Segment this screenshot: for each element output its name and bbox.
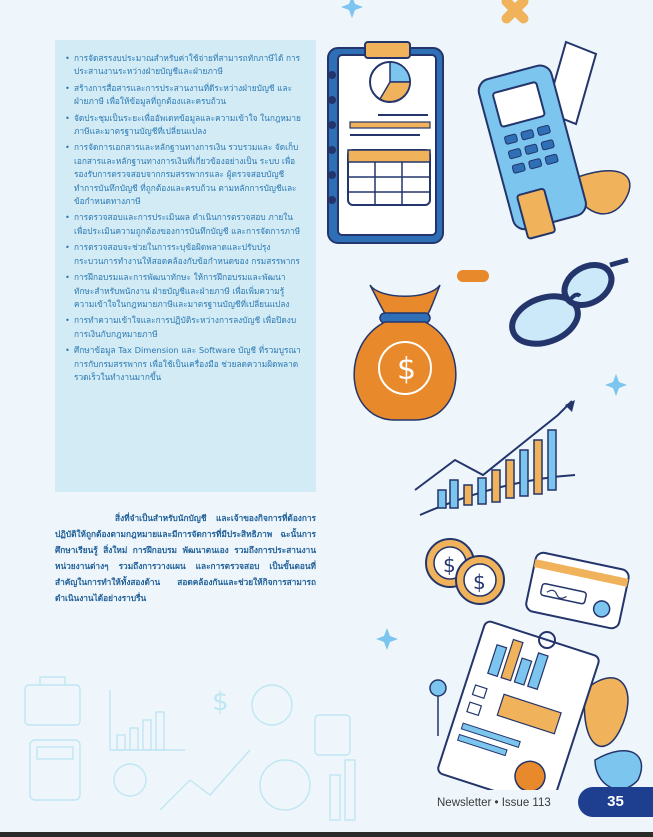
list-item: • จัดประชุมเป็นระยะเพื่ออัพเดทข้อมูลและความเข้าใจ ในกฎหมายภาษีและมาตรฐานบัญชีที่เปลี่ยนแปลง bbox=[65, 112, 306, 139]
list-item: • การทำความเข้าใจและการปฏิบัติระหว่างการลงบัญชี เพื่อปิดงบการเงินกับกฎหมายภาษี bbox=[65, 314, 306, 341]
list-item: • การตรวจสอบจะช่วยในการระบุข้อผิดพลาดและปรับปรุง กระบวนการทำงานให้สอดคล้องกับข้อกำหนดของ กรมสรรพากร bbox=[65, 241, 306, 268]
svg-text:$: $ bbox=[397, 352, 417, 387]
list-item: • ศึกษาข้อมูล Tax Dimension และ Software บัญชี ที่รวมบูรณาการกับกรมสรรพากร เพื่อใช้เป็นเครื่องมือ ช่วยลดความผิดพลาด รวดเร็วในทำงานมากขึ้น bbox=[65, 344, 306, 384]
lightbulb-outline-icon bbox=[114, 764, 146, 796]
growth-chart-icon bbox=[415, 400, 575, 515]
flower-icon bbox=[430, 680, 446, 736]
sparkle-icon bbox=[341, 0, 363, 18]
sparkle-icon bbox=[376, 628, 398, 650]
credit-card-icon bbox=[525, 551, 630, 629]
bottom-strip bbox=[0, 832, 653, 837]
list-item: • การตรวจสอบและการประเมินผล ดำเนินการตรวจสอบ ภายในเพื่อประเมินความถูกต้องของการบันทึกบัญชี และการจัดการภาษี bbox=[65, 211, 306, 238]
finance-illustration bbox=[320, 0, 653, 790]
page-number: 35 bbox=[607, 793, 624, 810]
svg-text:$: $ bbox=[443, 553, 456, 577]
report-clipboard-icon bbox=[430, 620, 641, 790]
trend-outline-icon bbox=[160, 750, 250, 810]
tips-list bbox=[65, 52, 306, 384]
x-mark-icon bbox=[499, 0, 530, 26]
sparkle-icon bbox=[605, 374, 627, 396]
footer-label: Newsletter • Issue 113 bbox=[437, 797, 551, 809]
coins-icon bbox=[426, 539, 504, 604]
svg-text:$: $ bbox=[212, 687, 229, 717]
list-item: • การฝึกอบรมและการพัฒนาทักษะ ให้การฝึกอบรมและพัฒนา ทักษะสำหรับพนักงาน ฝ่ายบัญชีและฝ่ายภาษี เพื่อเพิ่มความรู้ ความเข้าใจในกฎหมายภาษีและมาตรฐานบัญชีที่เปลี่ยนแปลง bbox=[65, 271, 306, 311]
list-item: • การจัดการเอกสารและหลักฐานทางการเงิน รวบรวมและ จัดเก็บเอกสารและหลักฐานทางการเงินที่เกี่ยวข้องอย่างเป็น ระบบ เพื่อรองรับการตรวจสอบจากกรมสรรพากรและ ผู้ตรวจสอบบัญชี ทำการบันทึกบัญชี ที่ถูกต้องและครบถ้วน ตามหลักการบัญชีและข้อกำหนดทางภาษี bbox=[65, 141, 306, 208]
list-item: • สร้างการสื่อสารและการประสานงานที่ดีระหว่างฝ่ายบัญชี และฝ่ายภาษี เพื่อให้ข้อมูลที่ถูกต้องและครบถ้วน bbox=[65, 82, 306, 109]
tips-box bbox=[55, 40, 316, 492]
eyeglasses-icon bbox=[457, 257, 628, 352]
coin-outline-icon bbox=[252, 685, 292, 725]
card-terminal-icon bbox=[476, 42, 630, 239]
clipboard-icon bbox=[328, 42, 443, 243]
closing-paragraph: สิ่งที่จำเป็นสำหรับนักบัญชี และเจ้าของกิจการที่ต้องการปฏิบัติให้ถูกต้องตามกฎหมายและมีการจัดการที่มีประสิทธิภาพ ฉะนั้นการศึกษาเรียนรู้ สิ่งใหม่ การฝึกอบรม พัฒนาตนเอง รวมถึงการประสานงานหน่วยงานต่างๆ รวมถึงการวางแผน และการตรวจสอบ เป็นขั้นตอนที่สำคัญในการทำให้ทั้งสองด้าน สอดคล้องกันและช่วยให้กิจการสามารถดำเนินงานได้อย่างราบรื่น bbox=[55, 513, 316, 603]
percent-chart-outline-icon bbox=[260, 760, 310, 810]
list-item: • การจัดสรรงบประมาณสำหรับค่าใช้จ่ายที่สามารถทักภาษีได้ การประสานงานระหว่างฝ่ายบัญชีและฝ่ายภาษี bbox=[65, 52, 306, 79]
money-bag-icon bbox=[354, 285, 456, 420]
svg-text:$: $ bbox=[473, 570, 486, 594]
briefcase-outline-icon bbox=[25, 685, 80, 725]
